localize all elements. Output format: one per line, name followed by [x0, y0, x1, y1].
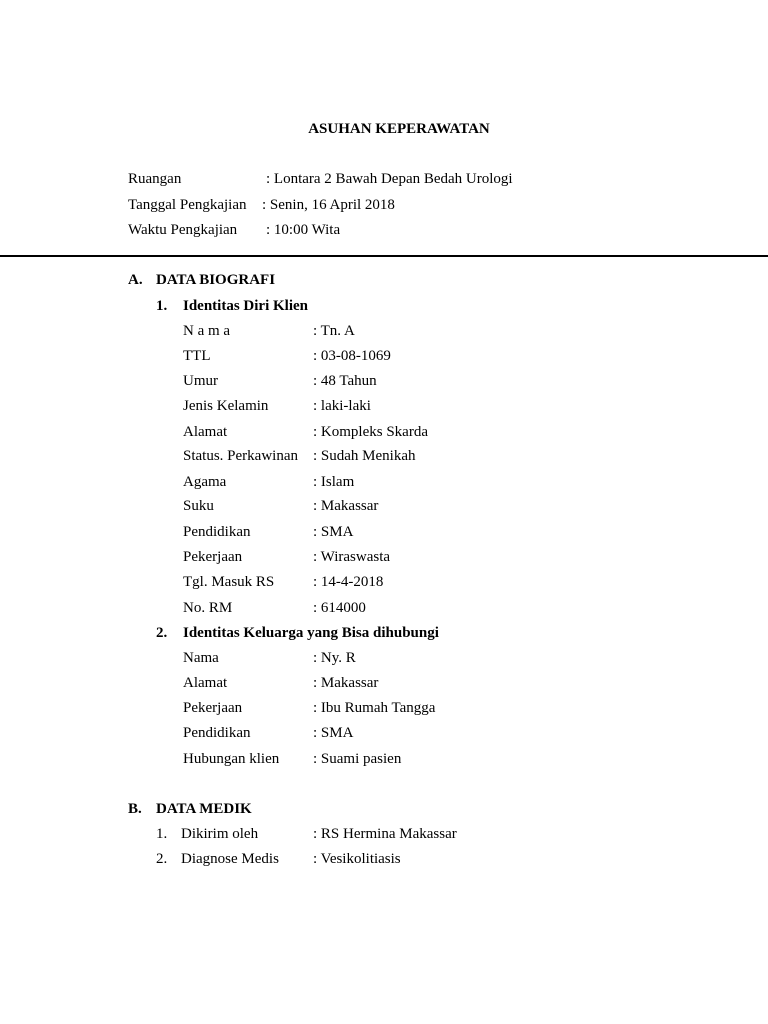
field-label: Nama [183, 650, 219, 666]
field-value: : 48 Tahun [313, 373, 377, 389]
field-value: : Vesikolitiasis [313, 851, 401, 867]
field-label: Suku [183, 498, 214, 514]
field-label: Pendidikan [183, 725, 251, 741]
header-label-tanggal: Tanggal Pengkajian [128, 197, 247, 213]
field-label: Alamat [183, 424, 228, 440]
header-divider [0, 255, 768, 257]
field-label: Jenis Kelamin [183, 398, 269, 414]
field-label: TTL [183, 348, 211, 364]
field-value: : 614000 [313, 600, 366, 616]
field-value: : Kompleks Skarda [313, 424, 428, 440]
section-a-title: DATA BIOGRAFI [156, 272, 276, 288]
subsection-1-title: Identitas Diri Klien [183, 298, 309, 314]
field-value: : SMA [313, 725, 354, 741]
field-value: : Sudah Menikah [313, 448, 416, 464]
header-value-ruangan: : Lontara 2 Bawah Depan Bedah Urologi [266, 171, 513, 187]
subsection-1-marker: 1. [156, 298, 168, 314]
field-value: : Ibu Rumah Tangga [313, 700, 436, 716]
header-label-ruangan: Ruangan [128, 171, 182, 187]
subsection-2-title: Identitas Keluarga yang Bisa dihubungi [183, 625, 439, 641]
field-label: N a m a [183, 323, 231, 339]
list-marker: 1. [156, 826, 168, 842]
subsection-2-marker: 2. [156, 625, 168, 641]
list-marker: 2. [156, 851, 168, 867]
field-value: : Makassar [313, 498, 379, 514]
field-value: : Suami pasien [313, 751, 402, 767]
field-value: : laki-laki [313, 398, 371, 414]
document-title: ASUHAN KEPERAWATAN [308, 121, 490, 137]
header-label-waktu: Waktu Pengkajian [128, 222, 238, 238]
field-value: : Tn. A [313, 323, 355, 339]
field-label: Pendidikan [183, 524, 251, 540]
field-label: Tgl. Masuk RS [183, 574, 275, 590]
field-value: : 03-08-1069 [313, 348, 391, 364]
field-value: : SMA [313, 524, 354, 540]
section-b-marker: B. [128, 801, 142, 817]
field-value: : 14-4-2018 [313, 574, 384, 590]
field-label: Pekerjaan [183, 700, 243, 716]
header-value-tanggal: : Senin, 16 April 2018 [262, 197, 395, 213]
field-label: Status. Perkawinan [183, 448, 298, 464]
field-label: Alamat [183, 675, 228, 691]
field-label: No. RM [183, 600, 233, 616]
section-b-title: DATA MEDIK [156, 801, 252, 817]
field-value: : Makassar [313, 675, 379, 691]
field-label: Diagnose Medis [181, 851, 279, 867]
field-label: Agama [183, 474, 227, 490]
field-label: Dikirim oleh [181, 826, 259, 842]
field-value: : Ny. R [313, 650, 356, 666]
field-value: : RS Hermina Makassar [313, 826, 457, 842]
field-label: Hubungan klien [183, 751, 280, 767]
header-value-waktu: : 10:00 Wita [266, 222, 341, 238]
field-value: : Wiraswasta [313, 549, 391, 565]
field-label: Pekerjaan [183, 549, 243, 565]
field-value: : Islam [313, 474, 355, 490]
field-label: Umur [183, 373, 218, 389]
section-a-marker: A. [128, 272, 143, 288]
